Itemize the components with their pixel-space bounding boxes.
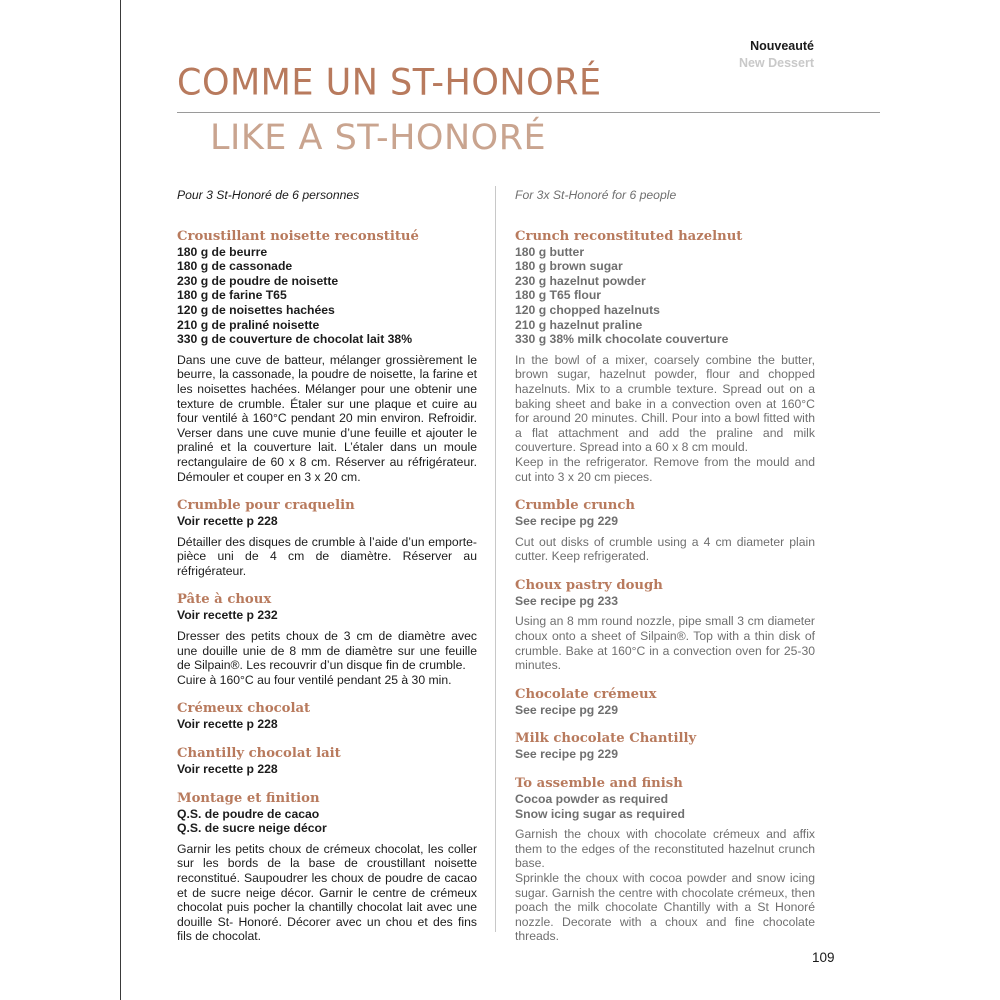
- page-title-fr: COMME UN ST-HONORÉ: [177, 62, 602, 104]
- section-title: Crumble pour craquelin: [177, 498, 355, 514]
- recipe-section: [177, 701, 477, 732]
- recipe-section: [515, 578, 815, 673]
- section-title: To assemble and finish: [515, 776, 683, 792]
- instruction-text: Garnish the choux with chocolate crémeux and affix them to the edges of the reconstituted hazelnut crunch base.: [515, 827, 815, 871]
- servings-intro-en: For 3x St-Honoré for 6 people: [515, 188, 677, 202]
- ingredient-item: 180 g brown sugar: [515, 259, 623, 274]
- ingredient-item: 120 g de noisettes hachées: [177, 302, 335, 317]
- instruction-text: Cuire à 160°C au four ventilé pendant 25 à 30 min.: [177, 672, 452, 687]
- section-title: Crunch reconstituted hazelnut: [515, 228, 743, 244]
- ingredient-list: [177, 245, 477, 347]
- ingredient-item: Voir recette p 228: [177, 514, 278, 529]
- ingredient-item: 330 g 38% milk chocolate couverture: [515, 332, 729, 347]
- recipe-section: [177, 592, 477, 687]
- recipe-section: [515, 776, 815, 944]
- instruction-text: Détailler des disques de crumble à l’aide d’un emporte-pièce uni de 4 cm de diamètre. Réserver au réfrigérateur.: [177, 534, 477, 578]
- ingredient-item: Snow icing sugar as required: [515, 806, 685, 821]
- ingredient-item: Voir recette p 228: [177, 762, 278, 777]
- recipe-section: [177, 791, 477, 944]
- ingredient-item: 180 g de farine T65: [177, 288, 287, 303]
- title-divider: [177, 112, 880, 113]
- ingredient-item: 120 g chopped hazelnuts: [515, 302, 660, 317]
- instruction-text: Garnir les petits choux de crémeux chocolat, les coller sur les bords de la base de croustillant noisette reconstitué. Saupoudrer les choux de poudre de cacao et de sucre neige décor. Garnir le centre de crémeux chocolat puis pocher la chantilly chocolat lait avec une douille St- Honoré. Décorer avec un chou et des fins fils de chocolat.: [177, 841, 477, 944]
- ingredient-item: Q.S. de poudre de cacao: [177, 806, 320, 821]
- section-title: Croustillant noisette reconstitué: [177, 228, 419, 244]
- category-tag-en: New Dessert: [738, 56, 814, 70]
- ingredient-list: [515, 747, 815, 762]
- recipe-section: [177, 746, 477, 777]
- instruction-text: Using an 8 mm round nozzle, pipe small 3 cm diameter choux onto a sheet of Silpain®. Top with a thin disk of crumble. Bake at 160°C in a convection oven for 25-30 minutes.: [515, 614, 815, 673]
- ingredient-list: [515, 792, 815, 821]
- ingredient-list: [177, 514, 477, 529]
- instruction-text: In the bowl of a mixer, coarsely combine the butter, brown sugar, hazelnut powder, flour and chopped hazelnuts. Mix to a crumble texture. Spread out on a baking sheet and bake in a convection oven at 160°C for around 20 minutes. Chill. Pour into a bowl fitted with a flat attachment and add the praline and milk couverture. Spread into a 60 x 8 cm mould.: [515, 352, 815, 455]
- category-tag-fr: Nouveauté: [750, 39, 814, 53]
- recipe-section: [515, 731, 815, 762]
- recipe-section: [515, 498, 815, 564]
- instruction-text: Cut out disks of crumble using a 4 cm diameter plain cutter. Keep refrigerated.: [515, 534, 815, 564]
- section-title: Montage et finition: [177, 790, 320, 806]
- section-title: Choux pastry dough: [515, 577, 663, 593]
- recipe-section: [177, 229, 477, 485]
- ingredient-list: [515, 514, 815, 529]
- column-divider: [495, 186, 496, 932]
- section-title: Pâte à choux: [177, 592, 272, 608]
- ingredient-item: See recipe pg 229: [515, 747, 618, 762]
- instruction-text: Dans une cuve de batteur, mélanger grossièrement le beurre, la cassonade, la poudre de noisette, la farine et les noisettes hachées. Mélanger pour une obtenir une texture de crumble. Étaler sur une plaque et cuire au four ventilé à 160°C pendant 20 min environ. Refroidir. Verser dans une cuve munie d’une feuille et ajouter le praliné et la couverture lait. L’étaler dans un moule rectangulaire de 60 x 8 cm. Réserver au réfrigérateur. Démouler et couper en 3 x 20 cm.: [177, 352, 477, 484]
- ingredient-item: Voir recette p 228: [177, 717, 278, 732]
- ingredient-list: [515, 245, 815, 347]
- ingredient-item: 180 g de beurre: [177, 244, 268, 259]
- ingredient-item: 230 g hazelnut powder: [515, 273, 646, 288]
- ingredient-item: 180 g T65 flour: [515, 288, 602, 303]
- instruction-text: Sprinkle the choux with cocoa powder and snow icing sugar. Garnish the centre with chocolate crémeux, then poach the milk chocolate Chantilly with a St Honoré nozzle. Decorate with a choux and fine chocolate threads.: [515, 871, 815, 944]
- instruction-text: Keep in the refrigerator. Remove from the mould and cut into 3 x 20 cm pieces.: [515, 454, 815, 484]
- ingredient-item: Cocoa powder as required: [515, 792, 669, 807]
- ingredient-item: 330 g de couverture de chocolat lait 38%: [177, 332, 413, 347]
- ingredient-item: See recipe pg 229: [515, 702, 618, 717]
- page-number: 109: [812, 950, 835, 965]
- section-title: Milk chocolate Chantilly: [515, 731, 697, 747]
- recipe-section: [515, 687, 815, 718]
- page-title-en: LIKE A ST-HONORÉ: [210, 118, 547, 158]
- section-title: Chocolate crémeux: [515, 686, 657, 702]
- servings-intro-fr: Pour 3 St-Honoré de 6 personnes: [177, 188, 360, 202]
- instruction-text: Dresser des petits choux de 3 cm de diamètre avec une douille unie de 8 mm de diamètre sur une feuille de Silpain®. Les recouvrir d’un disque fin de crumble.: [177, 629, 477, 673]
- ingredient-item: 180 g butter: [515, 244, 585, 259]
- ingredient-item: 210 g hazelnut praline: [515, 317, 643, 332]
- section-title: Chantilly chocolat lait: [177, 746, 341, 762]
- section-title: Crumble crunch: [515, 498, 635, 514]
- recipe-section: [177, 498, 477, 578]
- recipe-section: [515, 229, 815, 485]
- ingredient-list: [177, 717, 477, 732]
- ingredient-item: 180 g de cassonade: [177, 259, 293, 274]
- recipe-column-fr: [177, 188, 477, 958]
- ingredient-item: Q.S. de sucre neige décor: [177, 821, 327, 836]
- ingredient-item: 210 g de praliné noisette: [177, 317, 320, 332]
- ingredient-item: Voir recette p 232: [177, 608, 278, 623]
- page-edge-line: [120, 0, 121, 1000]
- ingredient-list: [515, 594, 815, 609]
- ingredient-list: [177, 762, 477, 777]
- ingredient-list: [515, 703, 815, 718]
- ingredient-item: See recipe pg 233: [515, 593, 618, 608]
- ingredient-item: See recipe pg 229: [515, 514, 618, 529]
- category-tag: [739, 38, 814, 72]
- section-title: Crémeux chocolat: [177, 701, 311, 717]
- recipe-column-en: [515, 188, 815, 958]
- ingredient-item: 230 g de poudre de noisette: [177, 273, 339, 288]
- ingredient-list: [177, 608, 477, 623]
- ingredient-list: [177, 807, 477, 836]
